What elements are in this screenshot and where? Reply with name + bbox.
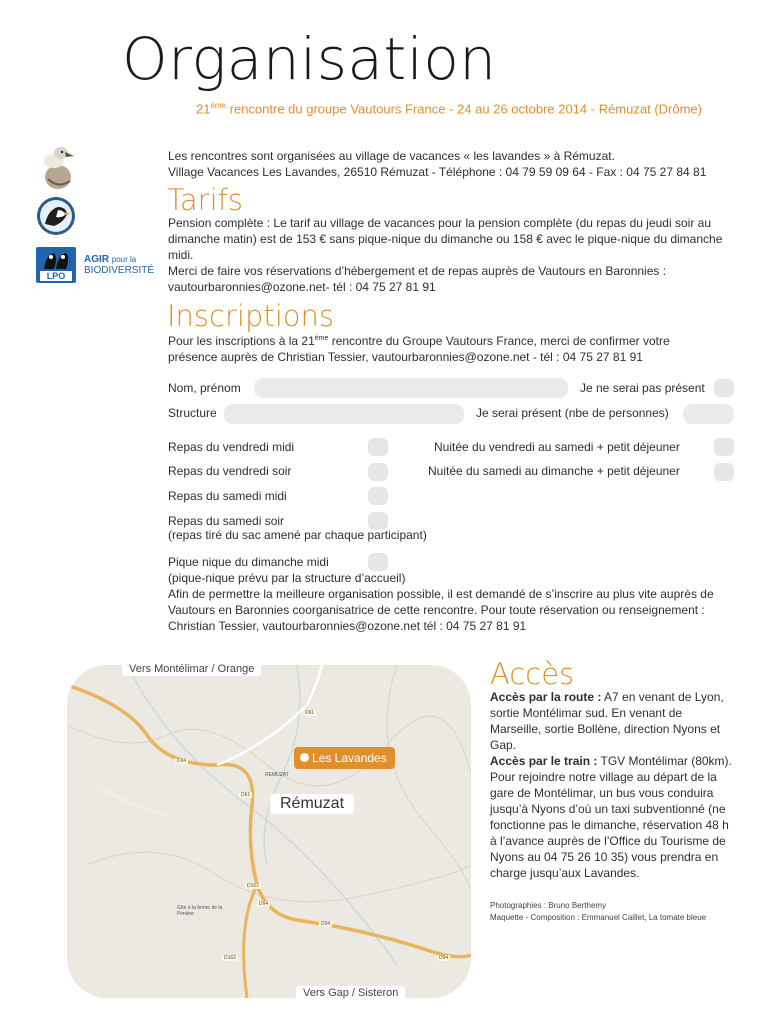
- road-label-d94-west: D94: [177, 758, 187, 764]
- repas-samedi-midi-label: Repas du samedi midi: [168, 489, 287, 503]
- nuitee-vendredi-checkbox[interactable]: [714, 438, 734, 456]
- pique-nique-label: Pique nique du dimanche midi: [168, 555, 329, 569]
- gite-label: Gîte à la ferme de la Pimière: [177, 905, 223, 917]
- repas-vendredi-soir-checkbox[interactable]: [368, 463, 388, 481]
- present-count-input[interactable]: [683, 404, 734, 424]
- pique-nique-note: (pique-nique prévu par la structure d’accueil): [168, 571, 406, 585]
- nuitee-vendredi-label: Nuitée du vendredi au samedi + petit déjeuner: [434, 440, 680, 454]
- tarifs-heading: Tarifs: [167, 183, 243, 217]
- nuitee-samedi-checkbox[interactable]: [714, 463, 734, 481]
- closing-paragraph: Afin de permettre la meilleure organisation possible, il est demandé de s’inscrire au plus vite auprès de Vautours en Baronnies coorganisatrice de cette rencontre. Pour toute réservation ou renseignement : Christian Tessier, vautourbaronnies@ozone.net tél : 04 75 27 81 91: [168, 587, 714, 633]
- tarifs-paragraph: Pension complète : Le tarif au village de vacances pour la pension complète (du repas du jeudi soir au dimanche matin) est de 153 € sans pique-nique du dimanche ou 158 € avec le pique-nique du dimanche midi.: [168, 216, 723, 262]
- lavandes-marker: Les Lavandes: [294, 747, 395, 769]
- map-label-south: Vers Gap / Sisteron: [296, 986, 405, 1000]
- nom-input[interactable]: [254, 378, 568, 398]
- intro-line-2: Village Vacances Les Lavandes, 26510 Rémuzat - Téléphone : 04 79 59 09 64 - Fax : 04 75 27 84 81: [168, 165, 707, 179]
- acces-heading: Accès: [490, 657, 575, 691]
- location-map: [67, 665, 471, 998]
- repas-samedi-midi-checkbox[interactable]: [368, 487, 388, 505]
- page-title: Organisation: [122, 25, 497, 93]
- present-label: Je serai présent (nbe de personnes): [476, 406, 669, 420]
- vulture-photo: [34, 143, 78, 191]
- absent-label: Je ne serai pas présent: [580, 381, 705, 395]
- page-subtitle: 21ème rencontre du groupe Vautours France - 24 au 26 octobre 2014 - Rémuzat (Drôme): [196, 101, 702, 117]
- acces-train: Accès par le train : TGV Montélimar (80km). Pour rejoindre notre village au départ de la gare de Montélimar, un bus vous conduira jusqu’à Nyons d’où un taxi subventionné (ne fonctionne pas le dimanche, réservation 48 h à l’avance auprès de l’Office du Tourisme de Nyons au 04 75 26 10 35) vous prendra en charge jusqu’aux Lavandes.: [490, 754, 732, 880]
- bird-logo-circle: [36, 196, 76, 236]
- repas-samedi-soir-label: Repas du samedi soir: [168, 514, 285, 528]
- marker-dot-icon: [300, 753, 309, 762]
- lpo-logo: [36, 247, 76, 283]
- road-label-d94-center: D94: [259, 901, 269, 907]
- tarifs-reservation: Merci de faire vos réservations d’hébergement et de repas auprès de Vautours en Baronnies : vautourbaronnies@ozone.net- tél : 04 75 27 81 91: [168, 264, 667, 294]
- road-label-d94-far: D94: [439, 955, 449, 961]
- nuitee-samedi-label: Nuitée du samedi au dimanche + petit déjeuner: [428, 464, 680, 478]
- small-town-label: REMUZAT: [265, 772, 289, 778]
- road-label-d94-east: D94: [321, 921, 331, 927]
- credits-maquette: Maquette - Composition : Emmanuel Caillet, La tomate bleue: [490, 913, 707, 922]
- map-label-north: Vers Montélimar / Orange: [122, 662, 261, 676]
- intro-line-1: Les rencontres sont organisées au village de vacances « les lavandes » à Rémuzat.: [168, 149, 615, 163]
- repas-vendredi-soir-label: Repas du vendredi soir: [168, 464, 292, 478]
- remuzat-label: Rémuzat: [270, 794, 354, 814]
- nom-label: Nom, prénom: [168, 381, 241, 395]
- road-label-d162-south: D162: [224, 955, 236, 961]
- structure-label: Structure: [168, 406, 217, 420]
- repas-vendredi-midi-label: Repas du vendredi midi: [168, 440, 295, 454]
- road-label-d162: D162: [247, 883, 259, 889]
- agir-logo: AGIR pour la BIODIVERSITÉ: [84, 254, 155, 276]
- road-label-d61-center: D61: [241, 792, 251, 798]
- repas-samedi-soir-note: (repas tiré du sac amené par chaque participant): [168, 528, 427, 542]
- road-label-d61-north: D61: [305, 710, 315, 716]
- repas-vendredi-midi-checkbox[interactable]: [368, 438, 388, 456]
- structure-input[interactable]: [224, 404, 464, 424]
- inscriptions-heading: Inscriptions: [167, 299, 335, 333]
- credits-photos: Photographies : Bruno Berthemy: [490, 901, 607, 910]
- lpo-logo-text: LPO: [46, 271, 66, 281]
- absent-checkbox[interactable]: [714, 379, 734, 397]
- pique-nique-checkbox[interactable]: [368, 553, 388, 571]
- acces-route: Accès par la route : A7 en venant de Lyon, sortie Montélimar sud. En venant de Marseille, sortie Bollène, direction Nyons et Gap.: [490, 690, 724, 752]
- inscriptions-paragraph: Pour les inscriptions à la 21ème rencontre du Groupe Vautours France, merci de confirmer votre présence auprès de Christian Tessier, vautourbaronnies@ozone.net - tél : 04 75 27 81 91: [168, 334, 670, 364]
